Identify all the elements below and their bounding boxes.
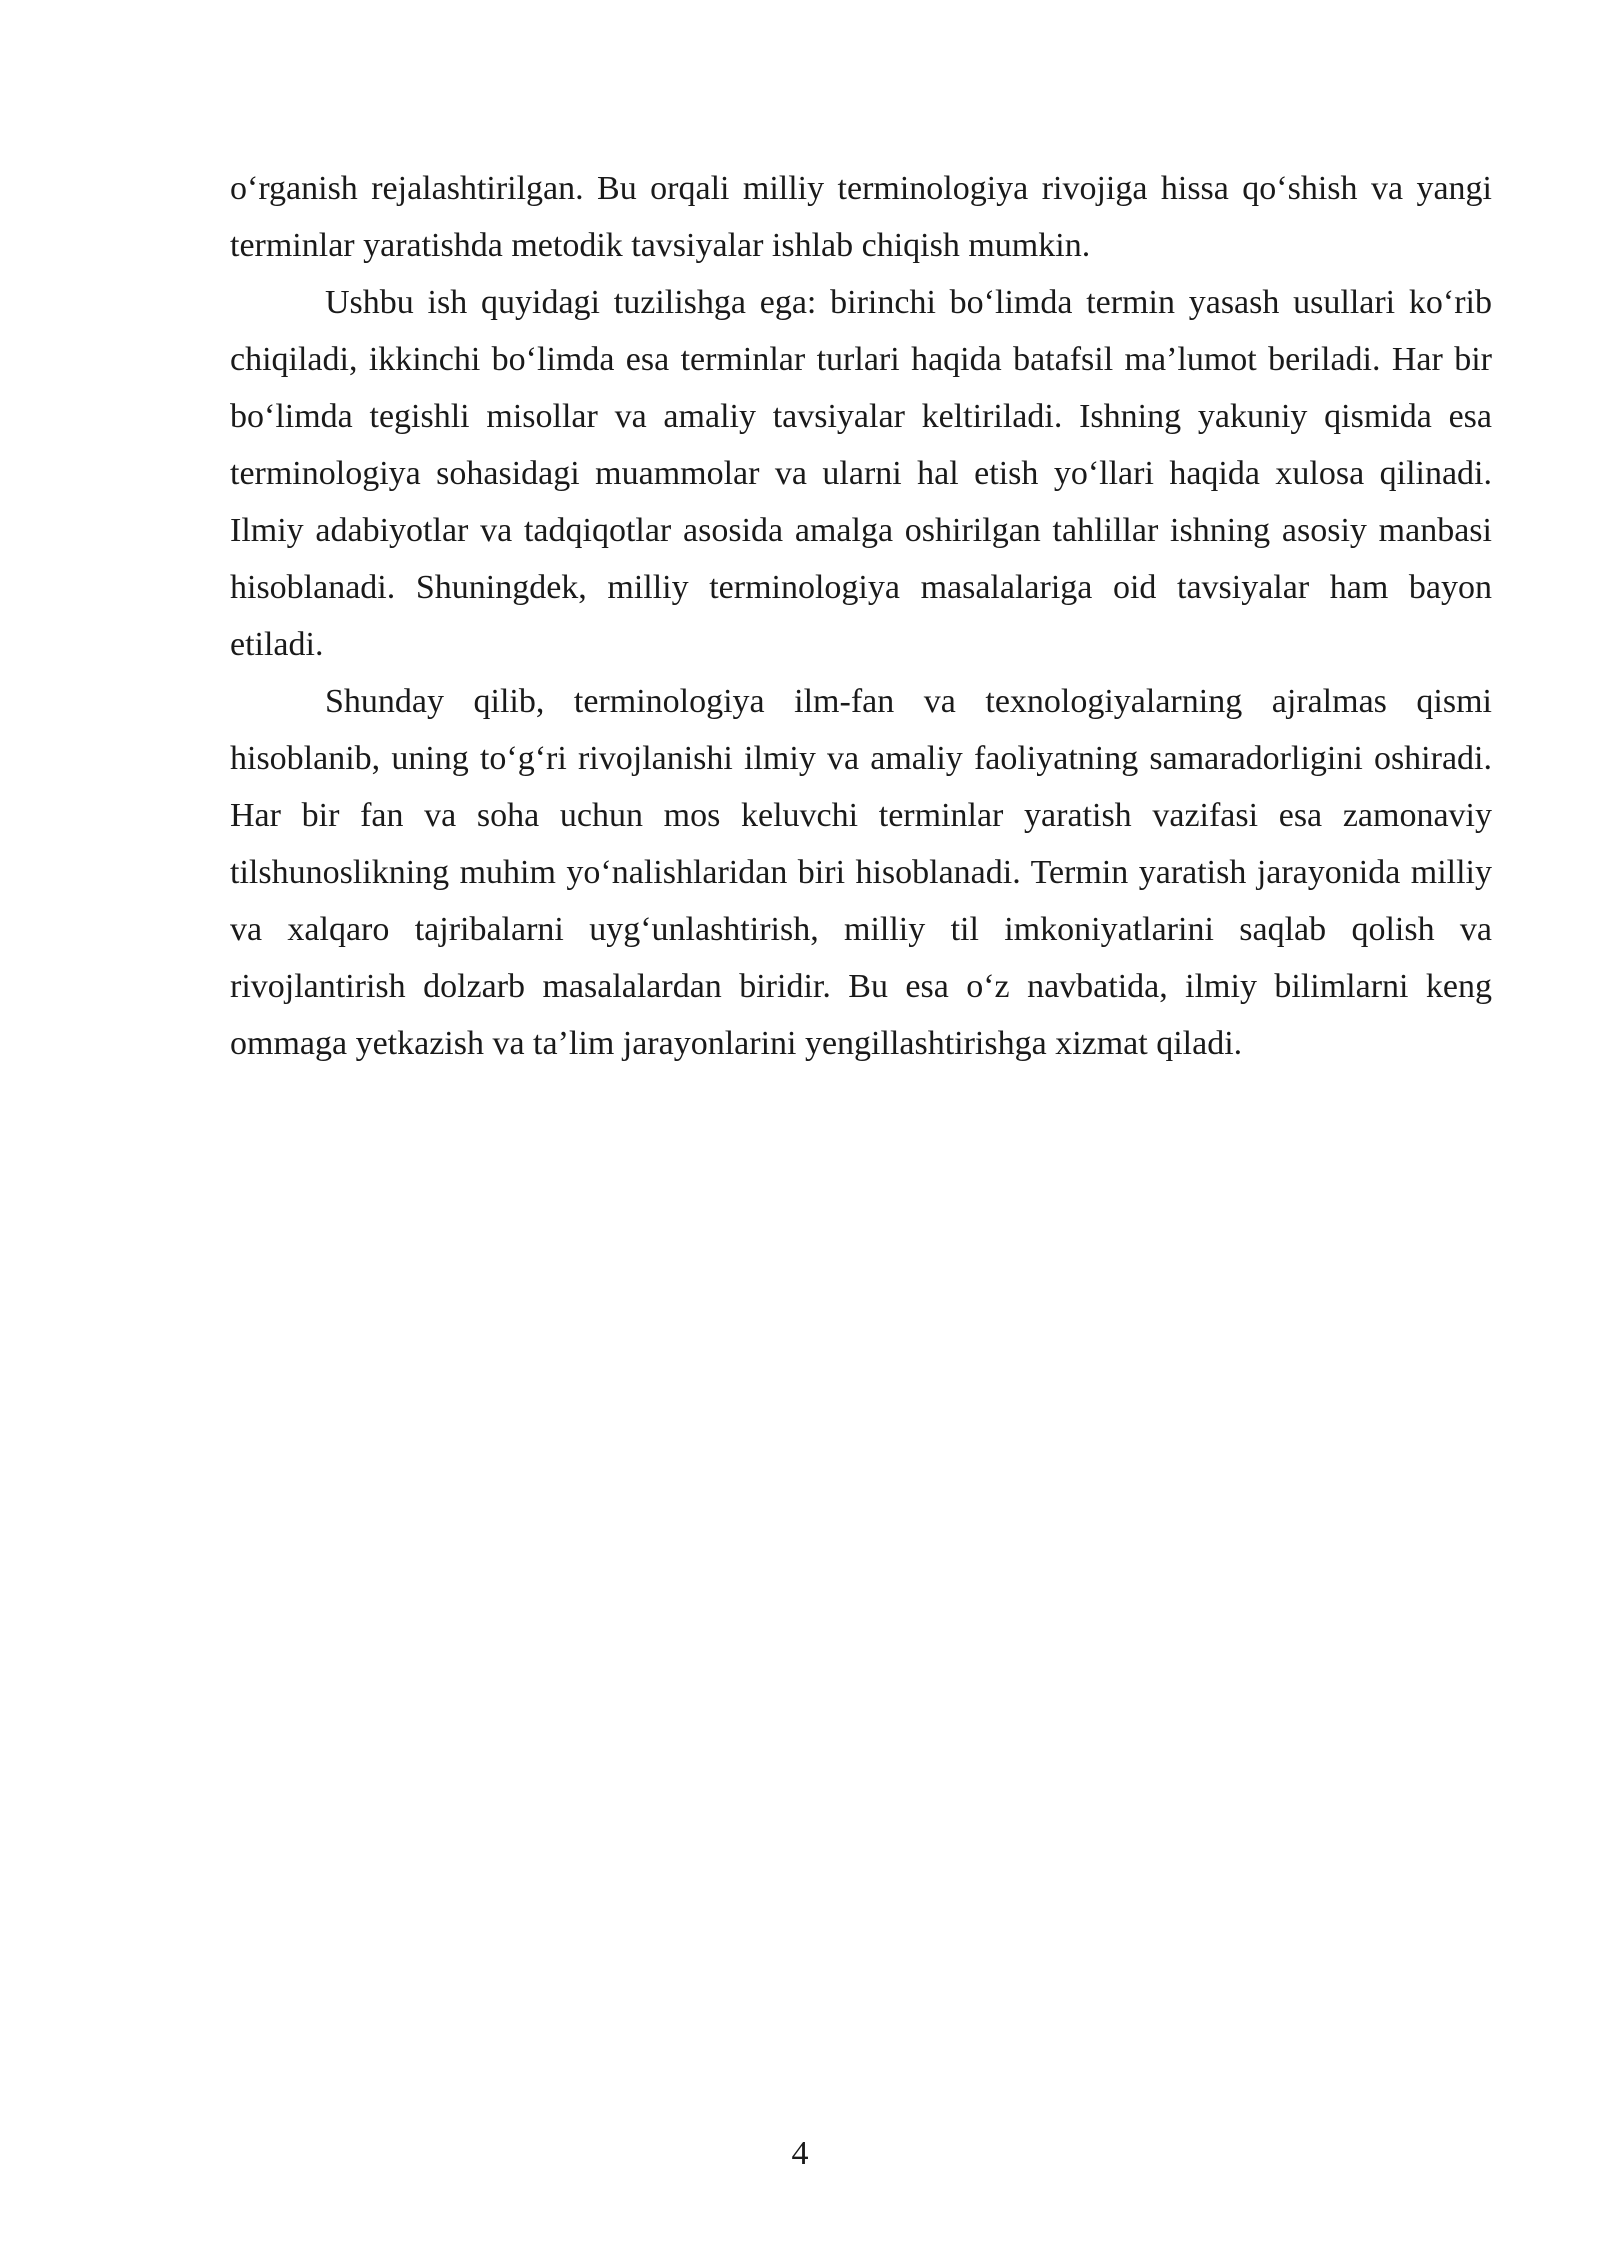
document-body: [230, 160, 1492, 1072]
paragraph-1: o‘rganish rejalashtirilgan. Bu orqali milliy terminologiya rivojiga hissa qo‘shish va yangi terminlar yaratishda metodik tavsiyalar ishlab chiqish mumkin.: [230, 170, 1492, 264]
page-number: 4: [791, 2135, 809, 2172]
paragraph-2: Ushbu ish quyidagi tuzilishga ega: birinchi bo‘limda termin yasash usullari ko‘rib chiqiladi, ikkinchi bo‘limda esa terminlar turlari haqida batafsil ma’lumot beriladi. Har bir bo‘limda tegishli misollar va amaliy tavsiyalar keltiriladi. Ishning yakuniy qismida esa terminologiya sohasidagi muammolar va ularni hal etish yo‘llari haqida xulosa qilinadi. Ilmiy adabiyotlar va tadqiqotlar asosida amalga oshirilgan tahlillar ishning asosiy manbasi hisoblanadi. Shuningdek, milliy terminologiya masalalariga oid tavsiyalar ham bayon etiladi.: [230, 284, 1492, 663]
paragraph-3: Shunday qilib, terminologiya ilm-fan va texnologiyalarning ajralmas qismi hisoblanib, uning to‘g‘ri rivojlanishi ilmiy va amaliy faoliyatning samaradorligini oshiradi. Har bir fan va soha uchun mos keluvchi terminlar yaratish vazifasi esa zamonaviy tilshunoslikning muhim yo‘nalishlaridan biri hisoblanadi. Termin yaratish jarayonida milliy va xalqaro tajribalarni uyg‘unlashtirish, milliy til imkoniyatlarini saqlab qolish va rivojlantirish dolzarb masalalardan biridir. Bu esa o‘z navbatida, ilmiy bilimlarni keng ommaga yetkazish va ta’lim jarayonlarini yengillashtirishga xizmat qiladi.: [230, 683, 1492, 1062]
